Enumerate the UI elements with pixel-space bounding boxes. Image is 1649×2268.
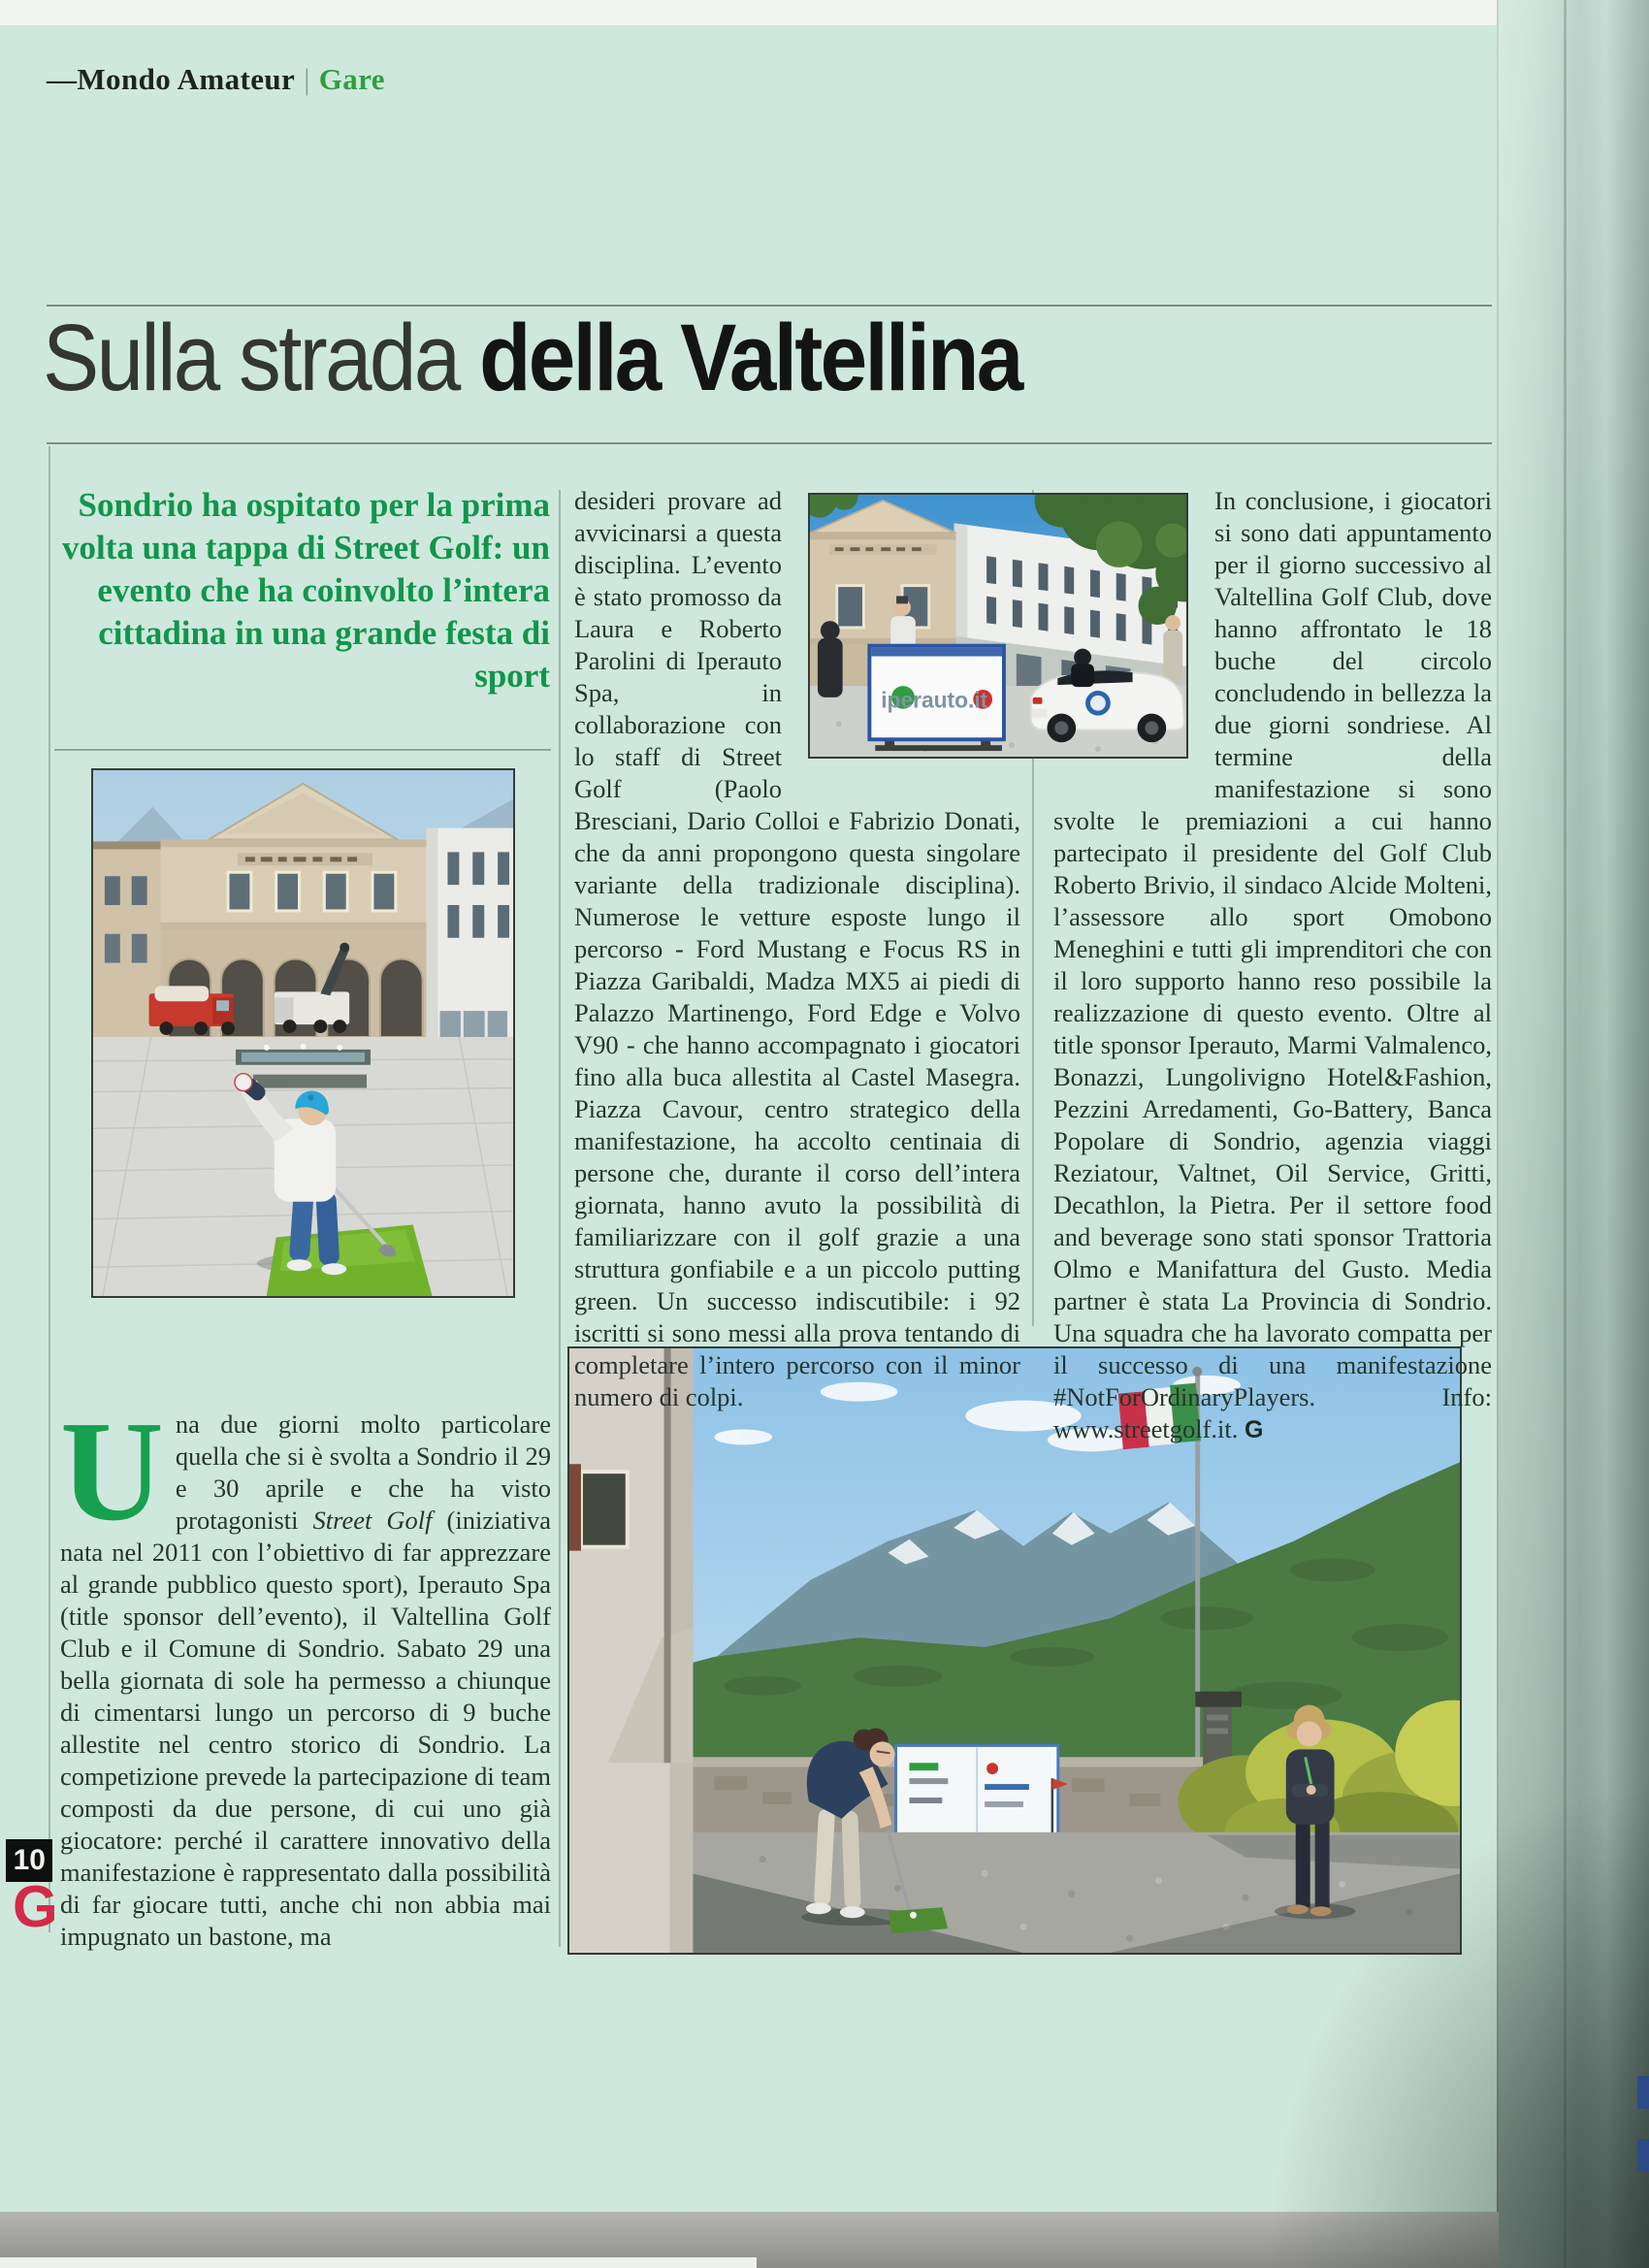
golf-glove (235, 1074, 252, 1091)
kicker-subsection: Gare (318, 62, 385, 96)
window-shutter (569, 1464, 581, 1550)
column-divider-1 (559, 490, 561, 1947)
body-text-left-b: (iniziativa nata nel 2011 con l’obiettivo di far apprezzare al grande pubblico questo sport), Iperauto Spa (title sponsor dell’evento), il Valtellina Golf Club e il Comune di Sondrio. Sabato 29 una bella giornata di sole ha permesso a chiunque di cimentarsi lungo un percorso di 9 buche allestite nel centro storico di Sondrio. La competizione prevede la partecipazione di team composti da due persone, di cui uno già giocatore: perché il carattere innovativo della manifestazione è rappresentato dalla possibilità di far giocare tutti, anche chi non abbia mai impugnato un bastone, ma (60, 1506, 551, 1951)
body-text-left (60, 1392, 551, 1953)
title-bold-part: della Valtellina (479, 305, 1021, 410)
article-column-right (1053, 485, 1492, 1446)
photo-wrap-spacer (795, 485, 1020, 772)
photo-boy-golfer-plaza (91, 768, 515, 1298)
article-column-left (60, 1392, 551, 1953)
golf-ball (910, 1912, 917, 1919)
page-title (43, 307, 1021, 410)
binding-tab (1637, 2139, 1649, 2172)
rule-below-standfirst (54, 749, 551, 751)
photo-boy-illustration (93, 770, 513, 1296)
end-of-article-mark: G (1245, 1416, 1264, 1443)
photo-wrap-spacer (1053, 485, 1201, 772)
left-margin-rule (48, 446, 50, 1932)
italic-street-golf: Street Golf (312, 1506, 433, 1535)
standfirst: Sondrio ha ospitato per la prima volta una tappa di Street Golf: un evento che ha coinvolto l’intera cittadina in una grande festa di sport (61, 486, 550, 696)
body-text-middle: desideri provare ad avvicinarsi a questa disciplina. L’evento è stato promosso da Laura e Roberto Parolini di Iperauto Spa, in collaborazione con lo staff di Street Golf (Paolo Bresciani, Dario Colloi e Fabrizio Donati, che da anni propongono questa singolare variante della tradizionale disciplina). Numerose le vetture esposte lungo il percorso - Ford Mustang e Focus RS in Piazza Garibaldi, Madza MX5 ai piedi di Palazzo Martinengo, Ford Edge e Volvo V90 - che hanno accompagnato i giocatori fino alla buca allestita al Castel Masegra. Piazza Cavour, centro strategico della manifestazione, ha accolto centinaia di persone che, durante il corso dell’intera giornata, hanno avuto la possibilità di familiarizzare con il golf grazie a una struttura gonfiabile e a un piccolo putting green. Un successo indiscutibile: i 92 iscritti si sono messi alla prova tentando di completare l’intero percorso con il minor numero di colpi. (574, 486, 1020, 1411)
body-text-right-content: In conclusione, i giocatori si sono dati appuntamento per il giorno successivo al Valtellina Golf Club, dove hanno affrontato le 18 buche del circolo concludendo in bellezza la due giorni sondriese. Al termine della manifestazione si sono svolte le premiazioni a cui hanno partecipato il presidente del Golf Club Roberto Brivio, il sindaco Alcide Molteni, l’assessore allo sport Omobono Meneghini e tutti gli imprenditori che con il loro supporto hanno reso possibile la realizzazione di questo evento. Oltre al title sponsor Iperauto, Marmi Valmalenco, Bonazzi, Lungolivigno Hotel&Fashion, Pezzini Arredamenti, Go-Battery, Banca Popolare di Sondrio, agenzia viaggi Reziatour, Valtnet, Oil Service, Gritti, Decathlon, la Pietra. Per il settore food and beverage sono stati sponsor Trattoria Olmo e Manifattura del Gusto. Media partner è stata La Provincia di Sondrio. Una squadra che ha lavorato compatta per il successo di una manifestazione #NotForOrdinaryPlayers. Info: www.streetgolf.it. (1053, 486, 1492, 1443)
page-number: 10 (13, 1844, 46, 1876)
hair-bun (854, 1729, 875, 1750)
scanner-edge-top (0, 0, 1649, 25)
kicker-separator: | (304, 62, 310, 96)
title-light-part: Sulla strada (43, 305, 459, 410)
article-column-middle (574, 485, 1020, 1413)
rule-below-title (47, 442, 1492, 444)
kicker-section: —Mondo Amateur (47, 62, 296, 96)
binding-tab (1637, 2076, 1649, 2109)
section-kicker (47, 62, 385, 97)
drop-cap: U (60, 1392, 164, 1551)
sponsor-board (896, 1745, 1058, 1843)
castle-wall-building (569, 1348, 693, 1953)
iperauto-sign-text: iperauto.it (881, 687, 988, 713)
scanner-edge-bottom-white (0, 2257, 757, 2268)
magazine-brand-logo: G (13, 1874, 58, 1939)
body-text-left-a: na due giorni molto particolare quella che si è svolta a Sondrio il 29 e 30 aprile e che ha visto protagonisti (175, 1409, 551, 1535)
